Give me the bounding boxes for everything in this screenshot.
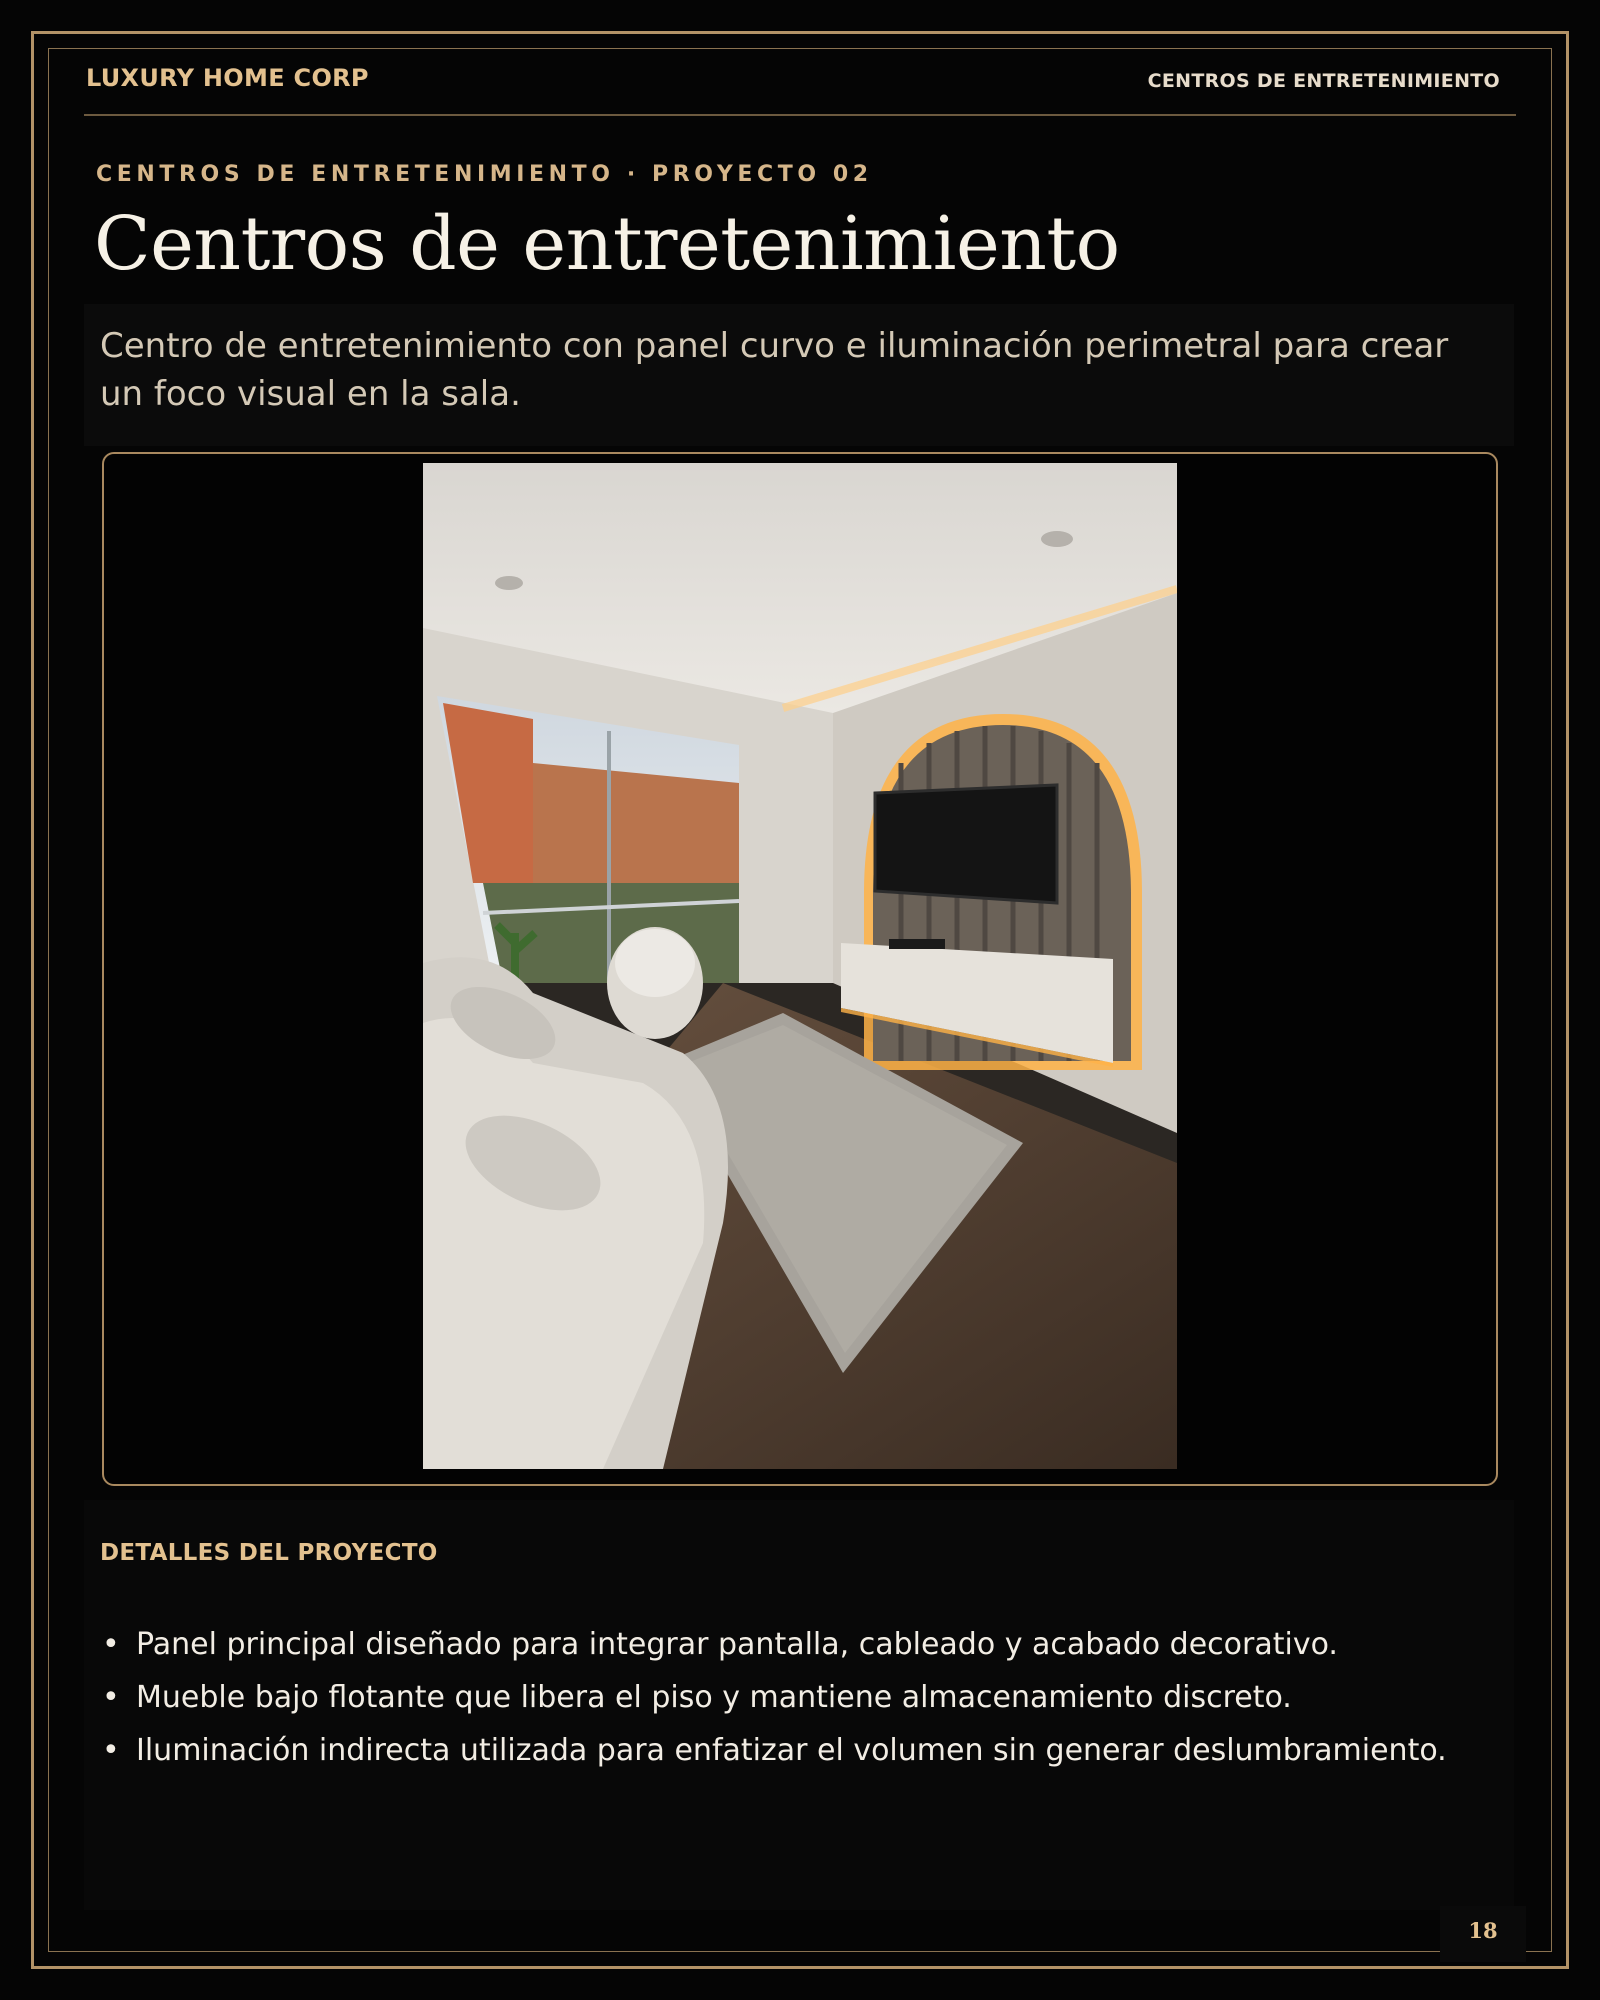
living-room-photo	[423, 463, 1177, 1469]
page-number: 18	[1468, 1918, 1498, 1943]
living-room-illustration	[423, 463, 1177, 1469]
bullet-icon: •	[102, 1627, 120, 1662]
details-heading: DETALLES DEL PROYECTO	[100, 1540, 438, 1566]
header-divider	[84, 114, 1516, 116]
project-description: Centro de entretenimiento con panel curvo e iluminación perimetral para crear un foco visual en la sala.	[100, 326, 1449, 414]
page-title: Centros de entretenimiento	[94, 201, 1120, 287]
details-item-text: Mueble bajo flotante que libera el piso y mantiene almacenamiento discreto.	[136, 1680, 1292, 1715]
bullet-icon: •	[102, 1680, 120, 1715]
details-item-text: Iluminación indirecta utilizada para enfatizar el volumen sin generar deslumbramiento.	[136, 1733, 1447, 1768]
details-list	[100, 1624, 1460, 1783]
brand-name: LUXURY HOME CORP	[86, 64, 369, 92]
details-list-item	[100, 1730, 1460, 1772]
details-item-text: Panel principal diseñado para integrar pantalla, cableado y acabado decorativo.	[136, 1627, 1338, 1662]
project-kicker: CENTROS DE ENTRETENIMIENTO · PROYECTO 02	[96, 162, 873, 187]
bullet-icon: •	[102, 1733, 120, 1768]
details-list-item	[100, 1624, 1460, 1666]
header-section-label: CENTROS DE ENTRETENIMIENTO	[1147, 70, 1500, 92]
details-list-item	[100, 1677, 1460, 1719]
